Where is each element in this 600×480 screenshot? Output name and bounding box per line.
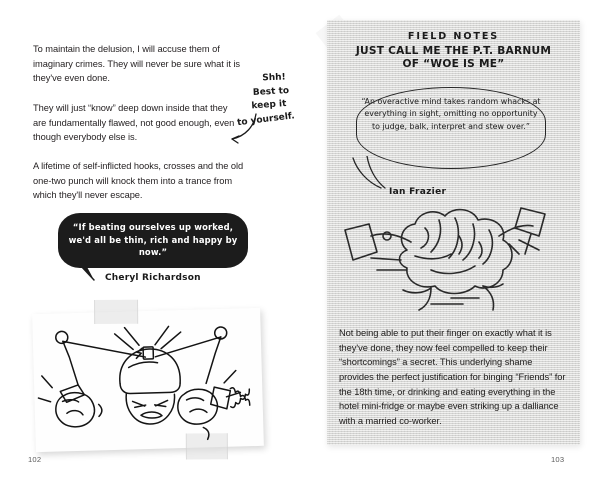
field-notes-kicker: FIELD NOTES — [407, 31, 500, 42]
boxing-head-illustration — [32, 308, 264, 452]
field-notes-title-line-2: OF “WOE IS ME” — [402, 58, 505, 70]
curved-arrow-icon — [212, 112, 258, 146]
quote-bubble-tail-icon — [64, 250, 104, 284]
body-paragraph: Not being able to put their finger on exactly what it is they've done, they now feel compelled to keep their “shortcomings” a secret. This underlying shame provides the perfect justification for binging “Friends” for the 18th time, or drinking and eating everything in the hotel mini-fridge or maybe even striking up a dalliance with a married co-worker. — [339, 328, 566, 426]
running-brain-illustration — [335, 198, 575, 313]
boxing-head-drawing — [32, 308, 264, 452]
field-notes-header — [327, 31, 580, 71]
page-number: 103 — [551, 455, 565, 464]
quote-bubble-text: “An overactive mind takes random whacks at everything in sight, omitting no opportunity to judge, balk, interpret and stew over.” — [361, 97, 541, 131]
body-paragraph: To maintain the delusion, I will accuse them of imaginary crimes. They will never be sure what it is they've even done. — [33, 44, 240, 84]
note-line: keep it — [251, 99, 287, 112]
note-line: to yourself. — [236, 110, 296, 128]
quote-bubble — [58, 213, 248, 268]
note-line: Best to — [252, 85, 290, 98]
quote-attribution: Ian Frazier — [389, 187, 447, 197]
body-paragraph: A lifetime of self-inflicted hooks, crosses and the old one-two punch will knock them into a trance from which they'll never escape. — [33, 161, 244, 201]
right-page — [327, 20, 580, 445]
field-notes-title-line-1: JUST CALL ME THE P.T. BARNUM — [355, 45, 552, 57]
quote-attribution: Cheryl Richardson — [105, 273, 201, 283]
body-paragraph: They will just “know” deep down inside that they are fundamentally flawed, not good enough, even though everybody else is. — [33, 103, 235, 143]
quote-bubble-text: “If beating ourselves up worked, we'd all be thin, rich and happy by now.” — [68, 222, 238, 258]
page-number: 102 — [28, 455, 42, 464]
note-line: Shh! — [262, 72, 286, 84]
